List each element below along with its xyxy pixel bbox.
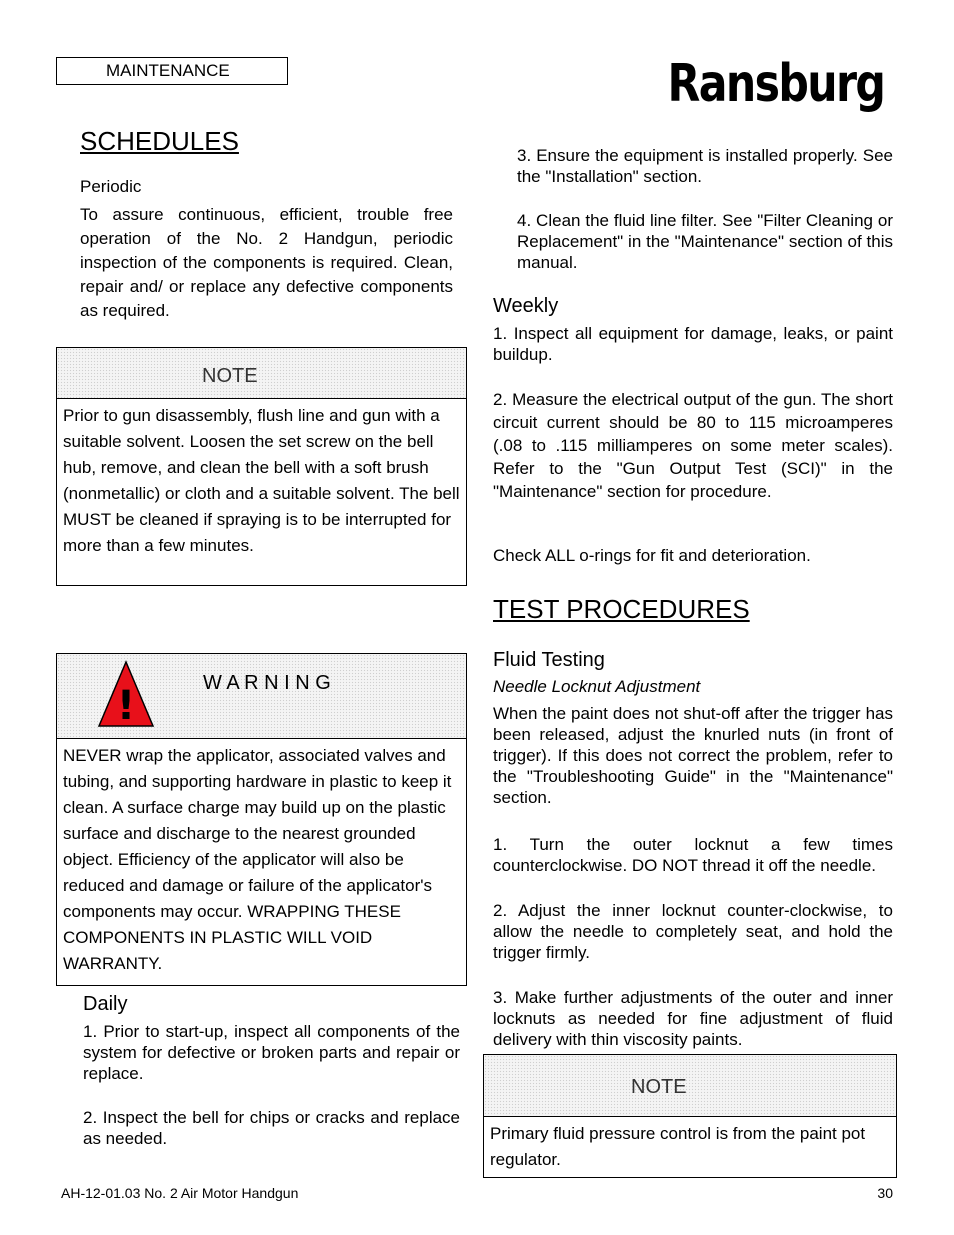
warning-triangle-icon — [97, 660, 155, 728]
note-title-2: NOTE — [631, 1076, 687, 1098]
fluid-text: When the paint does not shut-off after the trigger has been released, adjust the knurled nuts (in front of trigger). If this does not correct the problem, refer to the "Troubleshooting Guide" in the "Maintenance" section. — [493, 704, 893, 807]
note-header-2 — [484, 1055, 896, 1117]
needle-locknut-heading: Needle Locknut Adjustment — [493, 677, 701, 696]
periodic-text: To assure continuous, efficient, trouble free operation of the No. 2 Handgun, periodic inspection of the components is required. Clean, repair and/ or replace any defective components as required. — [80, 205, 453, 320]
warning-header — [57, 654, 466, 739]
weekly-item-3: Check ALL o-rings for fit and deterioration. — [493, 546, 811, 565]
daily-item-4: 4. Clean the fluid line filter. See "Filter Cleaning or Replacement" in the "Maintenance" section of this manual. — [517, 211, 893, 272]
warning-title: W A R N I N G — [203, 672, 331, 694]
warning-exclamation: ! — [116, 683, 136, 728]
daily-item-1: 1. Prior to start-up, inspect all components of the system for defective or broken parts and repair or replace. — [83, 1022, 460, 1083]
weekly-item-2: 2. Measure the electrical output of the gun. The short circuit current should be 80 to 115 microamperes (.08 to .115 milliamperes on some meter scales). Refer to the "Gun Output Test (SCI)" in the "Maintenance" section for procedure. — [493, 390, 893, 501]
fluid-step-1: 1. Turn the outer locknut a few times counterclockwise. DO NOT thread it off the needle. — [493, 835, 893, 875]
ransburg-logo: Ransburg — [667, 54, 884, 114]
note-title: NOTE — [202, 365, 258, 387]
section-label: MAINTENANCE — [56, 57, 288, 85]
daily-item-3: 3. Ensure the equipment is installed properly. See the "Installation" section. — [517, 146, 893, 186]
fluid-testing-heading: Fluid Testing — [493, 649, 605, 671]
footer-doc-id: AH-12-01.03 No. 2 Air Motor Handgun — [61, 1185, 299, 1201]
warning-box — [56, 653, 467, 986]
weekly-item-1: 1. Inspect all equipment for damage, leaks, or paint buildup. — [493, 324, 893, 364]
fluid-step-2: 2. Adjust the inner locknut counter-clockwise, to allow the needle to completely seat, and hold the trigger firmly. — [493, 901, 893, 962]
note-body: Prior to gun disassembly, flush line and gun with a suitable solvent. Loosen the set screw on the bell hub, remove, and clean the bell with a soft brush (nonmetallic) or cloth and a suitable solvent. The bell MUST be cleaned if spraying is to be interrupted for more than a few minutes. — [63, 406, 460, 555]
daily-heading: Daily — [83, 993, 128, 1015]
weekly-heading: Weekly — [493, 295, 559, 317]
note-body-2: Primary fluid pressure control is from the paint pot regulator. — [490, 1124, 866, 1169]
page-number: 30 — [877, 1185, 893, 1201]
fluid-step-3: 3. Make further adjustments of the outer and inner locknuts as needed for fine adjustment of fluid delivery with thin viscosity paints. — [493, 988, 893, 1049]
schedules-title: SCHEDULES — [80, 126, 239, 156]
periodic-heading: Periodic — [80, 177, 142, 196]
test-procedures-title: TEST PROCEDURES — [493, 594, 750, 624]
daily-item-2: 2. Inspect the bell for chips or cracks and replace as needed. — [83, 1108, 460, 1148]
note-box-2 — [483, 1054, 897, 1178]
note-header — [57, 348, 466, 399]
note-box — [56, 347, 467, 586]
warning-body: NEVER wrap the applicator, associated valves and tubing, and supporting hardware in plastic to keep it clean. A surface charge may build up on the plastic surface and discharge to the nearest grounded object. Efficiency of the applicator will also be reduced and damage or failure of the applicator's components may occur. WRAPPING THESE COMPONENTS IN PLASTIC WILL VOID WARRANTY. — [63, 746, 452, 973]
